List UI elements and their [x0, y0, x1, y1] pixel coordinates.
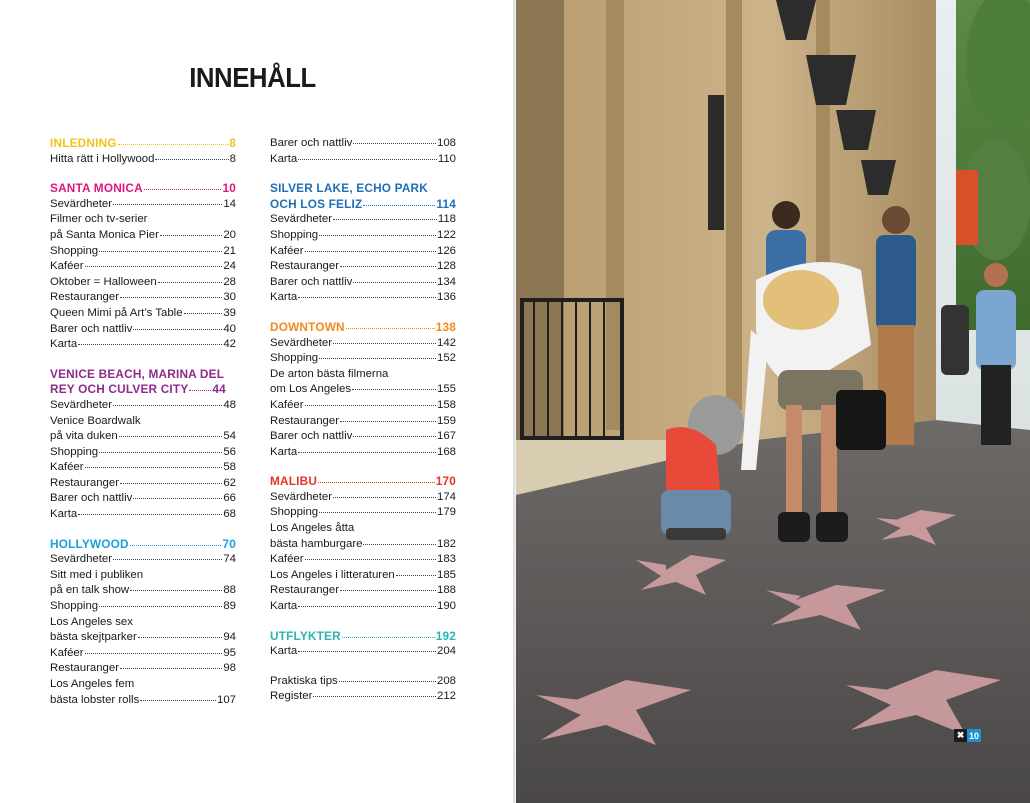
leader-dots — [130, 590, 222, 591]
toc-entry[interactable] — [270, 490, 456, 506]
section-page: 170 — [435, 474, 456, 489]
section-page: 192 — [435, 628, 456, 643]
leader-dots — [85, 467, 223, 468]
section-page: 114 — [436, 196, 456, 211]
leader-dots — [155, 159, 228, 160]
page-number: 10 — [969, 730, 980, 741]
entry-label: bästa lobster rolls — [50, 693, 140, 706]
entry-page: 95 — [223, 646, 236, 659]
leader-dots — [85, 653, 223, 654]
entry-label: Los Angeles i litteraturen — [270, 568, 395, 581]
entry-list — [270, 490, 456, 615]
toc-entry[interactable] — [50, 693, 236, 709]
entry-page: 185 — [436, 568, 456, 581]
toc-entry[interactable] — [50, 337, 236, 353]
entry-page: 182 — [436, 537, 456, 550]
section-title: UTFLYKTER — [270, 628, 341, 643]
entry-label: Karta — [270, 645, 298, 658]
leader-dots — [340, 266, 436, 267]
toc-entry[interactable] — [50, 646, 236, 662]
section-page: 138 — [435, 319, 456, 334]
entry-page: 179 — [436, 506, 456, 519]
leader-dots — [78, 514, 222, 515]
entry-label: Sitt med i publiken — [50, 568, 144, 581]
entry-page: 208 — [436, 674, 456, 687]
toc-entry[interactable] — [50, 445, 236, 461]
entry-page: 94 — [223, 631, 236, 644]
leader-dots — [118, 144, 229, 145]
toc-entry[interactable] — [270, 336, 456, 352]
entry-label: Venice Boardwalk — [50, 414, 141, 427]
toc-entry[interactable] — [270, 583, 456, 599]
entry-label: Praktiska tips — [270, 674, 338, 687]
toc-entry[interactable] — [50, 615, 236, 631]
leader-dots — [113, 204, 222, 205]
leader-dots — [99, 251, 222, 252]
toc-entry[interactable] — [270, 367, 456, 383]
entry-label: Restauranger — [270, 260, 340, 273]
toc-entry[interactable] — [270, 244, 456, 260]
leader-dots — [333, 219, 437, 220]
toc-entry[interactable] — [270, 429, 456, 445]
leader-dots — [133, 329, 222, 330]
entry-page: 88 — [223, 584, 236, 597]
entry-label: Los Angeles åtta — [270, 522, 355, 535]
entry-page: 89 — [223, 600, 236, 613]
entry-page: 58 — [223, 461, 236, 474]
leader-dots — [305, 559, 436, 560]
leader-dots — [120, 668, 222, 669]
section-inledning[interactable] — [50, 136, 236, 152]
entry-list — [50, 552, 236, 708]
entry-page: 158 — [436, 398, 456, 411]
entry-label: på vita duken — [50, 430, 118, 443]
entry-label: Barer och nattliv — [50, 492, 133, 505]
entry-page: 62 — [223, 476, 236, 489]
entry-label: Shopping — [270, 352, 319, 365]
entry-label: Shopping — [270, 228, 319, 241]
entry-label: Karta — [270, 291, 298, 304]
leader-dots — [160, 235, 222, 236]
entry-page: 21 — [223, 244, 236, 257]
leader-dots — [78, 344, 222, 345]
leader-dots — [313, 696, 436, 697]
entry-label: om Los Angeles — [270, 383, 352, 396]
toc-entry[interactable] — [270, 275, 456, 291]
toc-entry[interactable] — [270, 398, 456, 414]
toc-entry[interactable] — [50, 152, 236, 168]
entry-label: Sevärdheter — [50, 553, 113, 566]
leader-dots — [346, 328, 435, 329]
entry-list — [270, 212, 456, 306]
entry-page: 167 — [436, 430, 456, 443]
leader-dots — [158, 282, 223, 283]
entry-label: Restauranger — [50, 291, 120, 304]
entry-page: 142 — [436, 336, 456, 349]
toc-entry[interactable] — [50, 677, 236, 693]
spacer — [270, 660, 456, 674]
entry-label: Barer och nattliv — [50, 322, 133, 335]
toc-column-1 — [50, 136, 236, 708]
leader-dots — [305, 251, 436, 252]
toc-entry[interactable] — [50, 491, 236, 507]
entry-page: 66 — [223, 492, 236, 505]
leader-dots — [298, 452, 436, 453]
leader-dots — [396, 575, 436, 576]
leader-dots — [298, 606, 436, 607]
toc-entry[interactable] — [50, 414, 236, 430]
walk-of-fame-photo — [516, 0, 1030, 803]
entry-label: på en talk show — [50, 584, 130, 597]
entry-label: bästa skejtparker — [50, 631, 137, 644]
leader-dots — [333, 497, 436, 498]
toc-entry[interactable] — [50, 599, 236, 615]
entry-label: Kaféer — [270, 398, 304, 411]
section-title-line-2: OCH LOS FELIZ — [270, 196, 363, 211]
entry-label: Shopping — [50, 600, 99, 613]
leader-dots — [99, 452, 222, 453]
entry-page: 24 — [223, 260, 236, 273]
toc-entry[interactable] — [270, 290, 456, 306]
entry-page: 8 — [229, 152, 236, 165]
entry-label: Restauranger — [270, 414, 340, 427]
entry-page: 152 — [436, 352, 456, 365]
page-title: INNEHÅLL — [189, 62, 316, 93]
leader-dots — [120, 483, 222, 484]
entry-label: Kaféer — [270, 553, 304, 566]
section-hollywood[interactable] — [50, 537, 236, 553]
section-title: SANTA MONICA — [50, 181, 143, 196]
entry-label: Barer och nattliv — [270, 137, 353, 149]
leader-dots — [140, 700, 216, 701]
leader-dots — [119, 436, 223, 437]
toc-entry[interactable] — [50, 429, 236, 445]
section-title-line-1: SILVER LAKE, ECHO PARK — [270, 181, 428, 196]
entry-label: Kaféer — [50, 260, 84, 273]
entry-label: Kaféer — [270, 244, 304, 257]
toc-entry[interactable] — [270, 689, 456, 705]
entry-page: 30 — [223, 291, 236, 304]
leader-dots — [144, 189, 222, 190]
toc-entry[interactable] — [50, 583, 236, 599]
leader-dots — [363, 205, 435, 206]
entry-label: Sevärdheter — [270, 490, 333, 503]
leader-dots — [189, 390, 211, 391]
entry-label: Filmer och tv-serier — [50, 213, 148, 226]
entry-label: Sevärdheter — [50, 398, 113, 411]
entry-label: Sevärdheter — [270, 213, 333, 226]
entry-page: 118 — [437, 213, 456, 226]
entry-label: Kaféer — [50, 461, 84, 474]
entry-page: 39 — [223, 306, 236, 319]
entry-label: Sevärdheter — [50, 197, 113, 210]
leader-dots — [85, 266, 223, 267]
entry-label: Sevärdheter — [270, 336, 333, 349]
entry-page: 28 — [223, 275, 236, 288]
toc-entry[interactable] — [50, 275, 236, 291]
entry-label: Los Angeles fem — [50, 678, 135, 690]
section-title-line-1: VENICE BEACH, MARINA DEL — [50, 366, 225, 381]
toc-entry[interactable] — [270, 152, 456, 168]
entry-page: 48 — [223, 398, 236, 411]
toc-entry[interactable] — [50, 244, 236, 260]
toc-entry[interactable] — [50, 197, 236, 213]
toc-entry[interactable] — [270, 599, 456, 615]
entry-page: 54 — [223, 430, 236, 443]
toc-entry[interactable] — [50, 228, 236, 244]
toc-entry[interactable] — [270, 445, 456, 461]
leader-dots — [353, 282, 436, 283]
cross-mark-icon: ✖ — [954, 729, 967, 742]
section-title-line-2: REY OCH CULVER CITY — [50, 382, 189, 397]
section-page: 10 — [222, 181, 236, 196]
toc-entry[interactable] — [50, 460, 236, 476]
entry-label: Oktober = Halloween — [50, 275, 157, 288]
toc-entry[interactable] — [270, 228, 456, 244]
entry-label: Kaféer — [50, 646, 84, 659]
entry-list — [50, 197, 236, 353]
section-title: HOLLYWOOD — [50, 536, 129, 551]
leader-dots — [363, 544, 436, 545]
toc-entry[interactable] — [270, 505, 456, 521]
entry-page: 20 — [223, 228, 236, 241]
toc-entry[interactable] — [270, 644, 456, 660]
entry-page: 190 — [436, 600, 456, 613]
toc-entry[interactable] — [270, 568, 456, 584]
entry-page: 168 — [436, 445, 456, 458]
toc-entry[interactable] — [270, 414, 456, 430]
toc-entry[interactable] — [50, 661, 236, 677]
toc-column-2 — [270, 136, 456, 705]
leader-dots — [353, 436, 436, 437]
section-downtown[interactable] — [270, 320, 456, 336]
entry-label: Los Angeles sex — [50, 615, 133, 628]
toc-entry[interactable] — [270, 212, 456, 228]
entry-page: 204 — [436, 645, 456, 658]
entry-page: 212 — [436, 690, 456, 703]
section-page: 70 — [222, 536, 236, 551]
entry-list — [50, 152, 236, 168]
section-page: 8 — [229, 136, 236, 150]
entry-label: Shopping — [50, 445, 99, 458]
leader-dots — [353, 143, 436, 144]
leader-dots — [99, 606, 222, 607]
leader-dots — [333, 343, 436, 344]
entry-page: 56 — [223, 445, 236, 458]
section-title: MALIBU — [270, 474, 318, 489]
toc-entry[interactable] — [50, 306, 236, 322]
entry-list — [270, 136, 456, 167]
toc-entry[interactable] — [270, 136, 456, 152]
entry-label: Restauranger — [50, 662, 120, 675]
leader-dots — [319, 512, 436, 513]
toc-entry[interactable] — [50, 552, 236, 568]
entry-page: 68 — [223, 508, 236, 521]
toc-entry[interactable] — [50, 507, 236, 523]
entry-page: 174 — [436, 490, 456, 503]
entry-label: på Santa Monica Pier — [50, 228, 159, 241]
entry-label: Karta — [50, 338, 78, 351]
section-utflykter[interactable] — [270, 629, 456, 645]
leader-dots — [133, 498, 222, 499]
entry-page: 107 — [216, 693, 236, 706]
entry-label: Shopping — [50, 244, 99, 257]
entry-label: Register — [270, 690, 313, 703]
entry-page: 128 — [436, 260, 456, 273]
leader-dots — [342, 637, 435, 638]
entry-page: 14 — [223, 197, 236, 210]
leader-dots — [318, 482, 435, 483]
section-santa-monica[interactable] — [50, 181, 236, 197]
entry-page: 40 — [223, 322, 236, 335]
leader-dots — [298, 159, 437, 160]
entry-label: Hitta rätt i Hollywood — [50, 152, 155, 165]
entry-list — [270, 336, 456, 461]
toc-entry[interactable] — [270, 674, 456, 690]
entry-page: 159 — [436, 414, 456, 427]
entry-list — [270, 674, 456, 705]
leader-dots — [305, 405, 436, 406]
entry-page: 126 — [436, 244, 456, 257]
entry-page: 98 — [223, 662, 236, 675]
entry-page: 74 — [223, 553, 236, 566]
leader-dots — [319, 358, 436, 359]
entry-page: 108 — [436, 137, 456, 149]
entry-label: Shopping — [270, 506, 319, 519]
entry-page: 42 — [223, 338, 236, 351]
toc-entry[interactable] — [50, 630, 236, 646]
leader-dots — [340, 590, 436, 591]
toc-entry[interactable] — [50, 259, 236, 275]
section-malibu[interactable] — [270, 474, 456, 490]
entry-page: 136 — [436, 291, 456, 304]
toc-entry[interactable] — [270, 382, 456, 398]
section-silver-lake[interactable] — [270, 181, 456, 212]
toc-entry[interactable] — [50, 398, 236, 414]
leader-dots — [138, 637, 223, 638]
entry-label: Barer och nattliv — [270, 430, 353, 443]
toc-entry[interactable] — [50, 476, 236, 492]
entry-label: Karta — [270, 445, 298, 458]
leader-dots — [184, 313, 223, 314]
leader-dots — [130, 545, 222, 546]
section-page: 44 — [212, 382, 226, 397]
toc-entry[interactable] — [270, 537, 456, 553]
toc-entry[interactable] — [50, 322, 236, 338]
section-title: INLEDNING — [50, 136, 117, 150]
leader-dots — [352, 389, 436, 390]
entry-label: Karta — [270, 152, 298, 165]
entry-label: Barer och nattliv — [270, 275, 353, 288]
entry-label: Karta — [50, 508, 78, 521]
section-title: DOWNTOWN — [270, 319, 345, 334]
leader-dots — [120, 297, 222, 298]
entry-label: Karta — [270, 600, 298, 613]
entry-page: 183 — [436, 553, 456, 566]
entry-page: 188 — [436, 584, 456, 597]
entry-list — [50, 398, 236, 523]
entry-page: 122 — [436, 228, 456, 241]
entry-label: bästa hamburgare — [270, 537, 363, 550]
section-venice[interactable] — [50, 367, 236, 398]
street-photo — [516, 0, 1030, 803]
entry-page: 110 — [437, 152, 456, 165]
leader-dots — [339, 681, 436, 682]
entry-label: Restauranger — [50, 476, 120, 489]
toc-entry[interactable] — [270, 521, 456, 537]
toc-entry[interactable] — [50, 290, 236, 306]
page-number-badge — [954, 729, 981, 742]
toc-entry[interactable] — [270, 351, 456, 367]
leader-dots — [340, 421, 436, 422]
leader-dots — [319, 235, 436, 236]
entry-list — [270, 644, 456, 660]
leader-dots — [113, 405, 222, 406]
toc-entry[interactable] — [50, 212, 236, 228]
entry-label: Queen Mimi på Art’s Table — [50, 306, 183, 319]
toc-entry[interactable] — [270, 259, 456, 275]
entry-page: 134 — [436, 275, 456, 288]
entry-page: 155 — [436, 383, 456, 396]
leader-dots — [113, 559, 222, 560]
entry-label: Restauranger — [270, 584, 340, 597]
entry-label: De arton bästa filmerna — [270, 367, 389, 380]
leader-dots — [298, 651, 436, 652]
leader-dots — [298, 297, 436, 298]
toc-entry[interactable] — [270, 552, 456, 568]
toc-entry[interactable] — [50, 568, 236, 584]
